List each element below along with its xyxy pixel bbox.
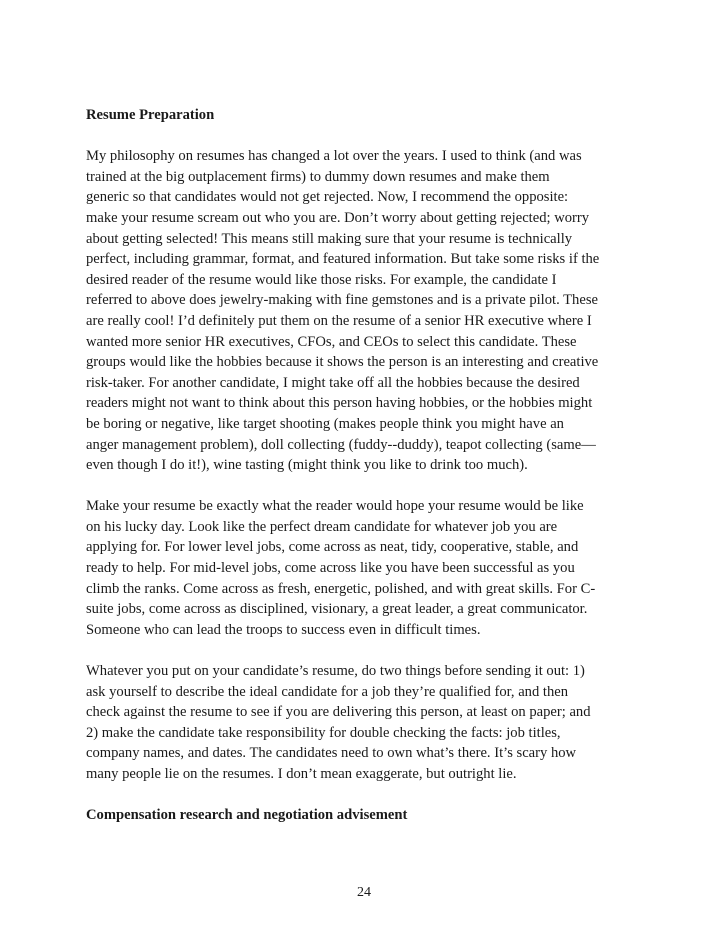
paragraph-line: climb the ranks. Come across as fresh, energetic, polished, and with great skills. For C- (86, 580, 596, 597)
paragraph-line: company names, and dates. The candidates need to own what’s there. It’s scary how (86, 745, 577, 762)
paragraph-line: Make your resume be exactly what the reader would hope your resume would be like (86, 498, 584, 515)
paragraph-line: risk-taker. For another candidate, I might take off all the hobbies because the desired (86, 374, 580, 391)
paragraph-line: even though I do it!), wine tasting (might think you like to drink too much). (86, 457, 528, 474)
paragraph-line: suite jobs, come across as disciplined, visionary, a great leader, a great communicator. (86, 601, 588, 618)
section-heading-compensation: Compensation research and negotiation advisement (86, 807, 408, 824)
body-paragraph (86, 661, 646, 785)
paragraph-line: referred to above does jewelry-making with fine gemstones and is a private pilot. These (86, 292, 598, 309)
paragraph-line: many people lie on the resumes. I don’t mean exaggerate, but outright lie. (86, 766, 517, 782)
paragraph-line: desired reader of the resume would like those risks. For example, the candidate I (86, 271, 557, 288)
paragraph-line: are really cool! I’d definitely put them on the resume of a senior HR executive where I (86, 312, 592, 329)
paragraph-line: groups would like the hobbies because it shows the person is an interesting and creative (86, 354, 599, 371)
body-paragraph (86, 496, 646, 640)
paragraph-line: My philosophy on resumes has changed a lot over the years. I used to think (and was (86, 148, 582, 165)
paragraph-line: wanted more senior HR executives, CFOs, and CEOs to select this candidate. These (86, 333, 577, 350)
paragraph-line: Someone who can lead the troops to success even in difficult times. (86, 621, 481, 638)
paragraphs-container (86, 146, 646, 784)
paragraph-line: check against the resume to see if you are delivering this person, at least on paper; and (86, 704, 591, 721)
paragraph-line: trained at the big outplacement firms) to dummy down resumes and make them (86, 168, 550, 185)
body-paragraph (86, 146, 646, 476)
paragraph-line: applying for. For lower level jobs, come across as neat, tidy, cooperative, stable, and (86, 539, 579, 556)
paragraph-line: ready to help. For mid-level jobs, come across like you have been successful as you (86, 560, 575, 577)
paragraph-line: anger management problem), doll collecting (fuddy--duddy), teapot collecting (same— (86, 436, 596, 453)
paragraph-line: make your resume scream out who you are. Don’t worry about getting rejected; worry (86, 209, 590, 226)
paragraph-line: ask yourself to describe the ideal candidate for a job they’re qualified for, and then (86, 683, 569, 700)
paragraph-line: 2) make the candidate take responsibility for double checking the facts: job titles, (86, 724, 561, 741)
section-heading-resume-preparation: Resume Preparation (86, 107, 215, 123)
paragraph-line: be boring or negative, like target shooting (makes people think you might have an (86, 415, 564, 432)
paragraph-line: generic so that candidates would not get rejected. Now, I recommend the opposite: (86, 189, 569, 206)
paragraph-line: perfect, including grammar, format, and featured information. But take some risks if the (86, 251, 600, 268)
page-number: 24 (357, 885, 371, 900)
paragraph-line: Whatever you put on your candidate’s resume, do two things before sending it out: 1) (86, 663, 585, 680)
document-body (86, 105, 646, 846)
paragraph-line: readers might not want to think about this person having hobbies, or the hobbies might (86, 395, 593, 412)
paragraph-line: about getting selected! This means still making sure that your resume is technically (86, 230, 573, 247)
paragraph-line: on his lucky day. Look like the perfect dream candidate for whatever job you are (86, 518, 558, 535)
